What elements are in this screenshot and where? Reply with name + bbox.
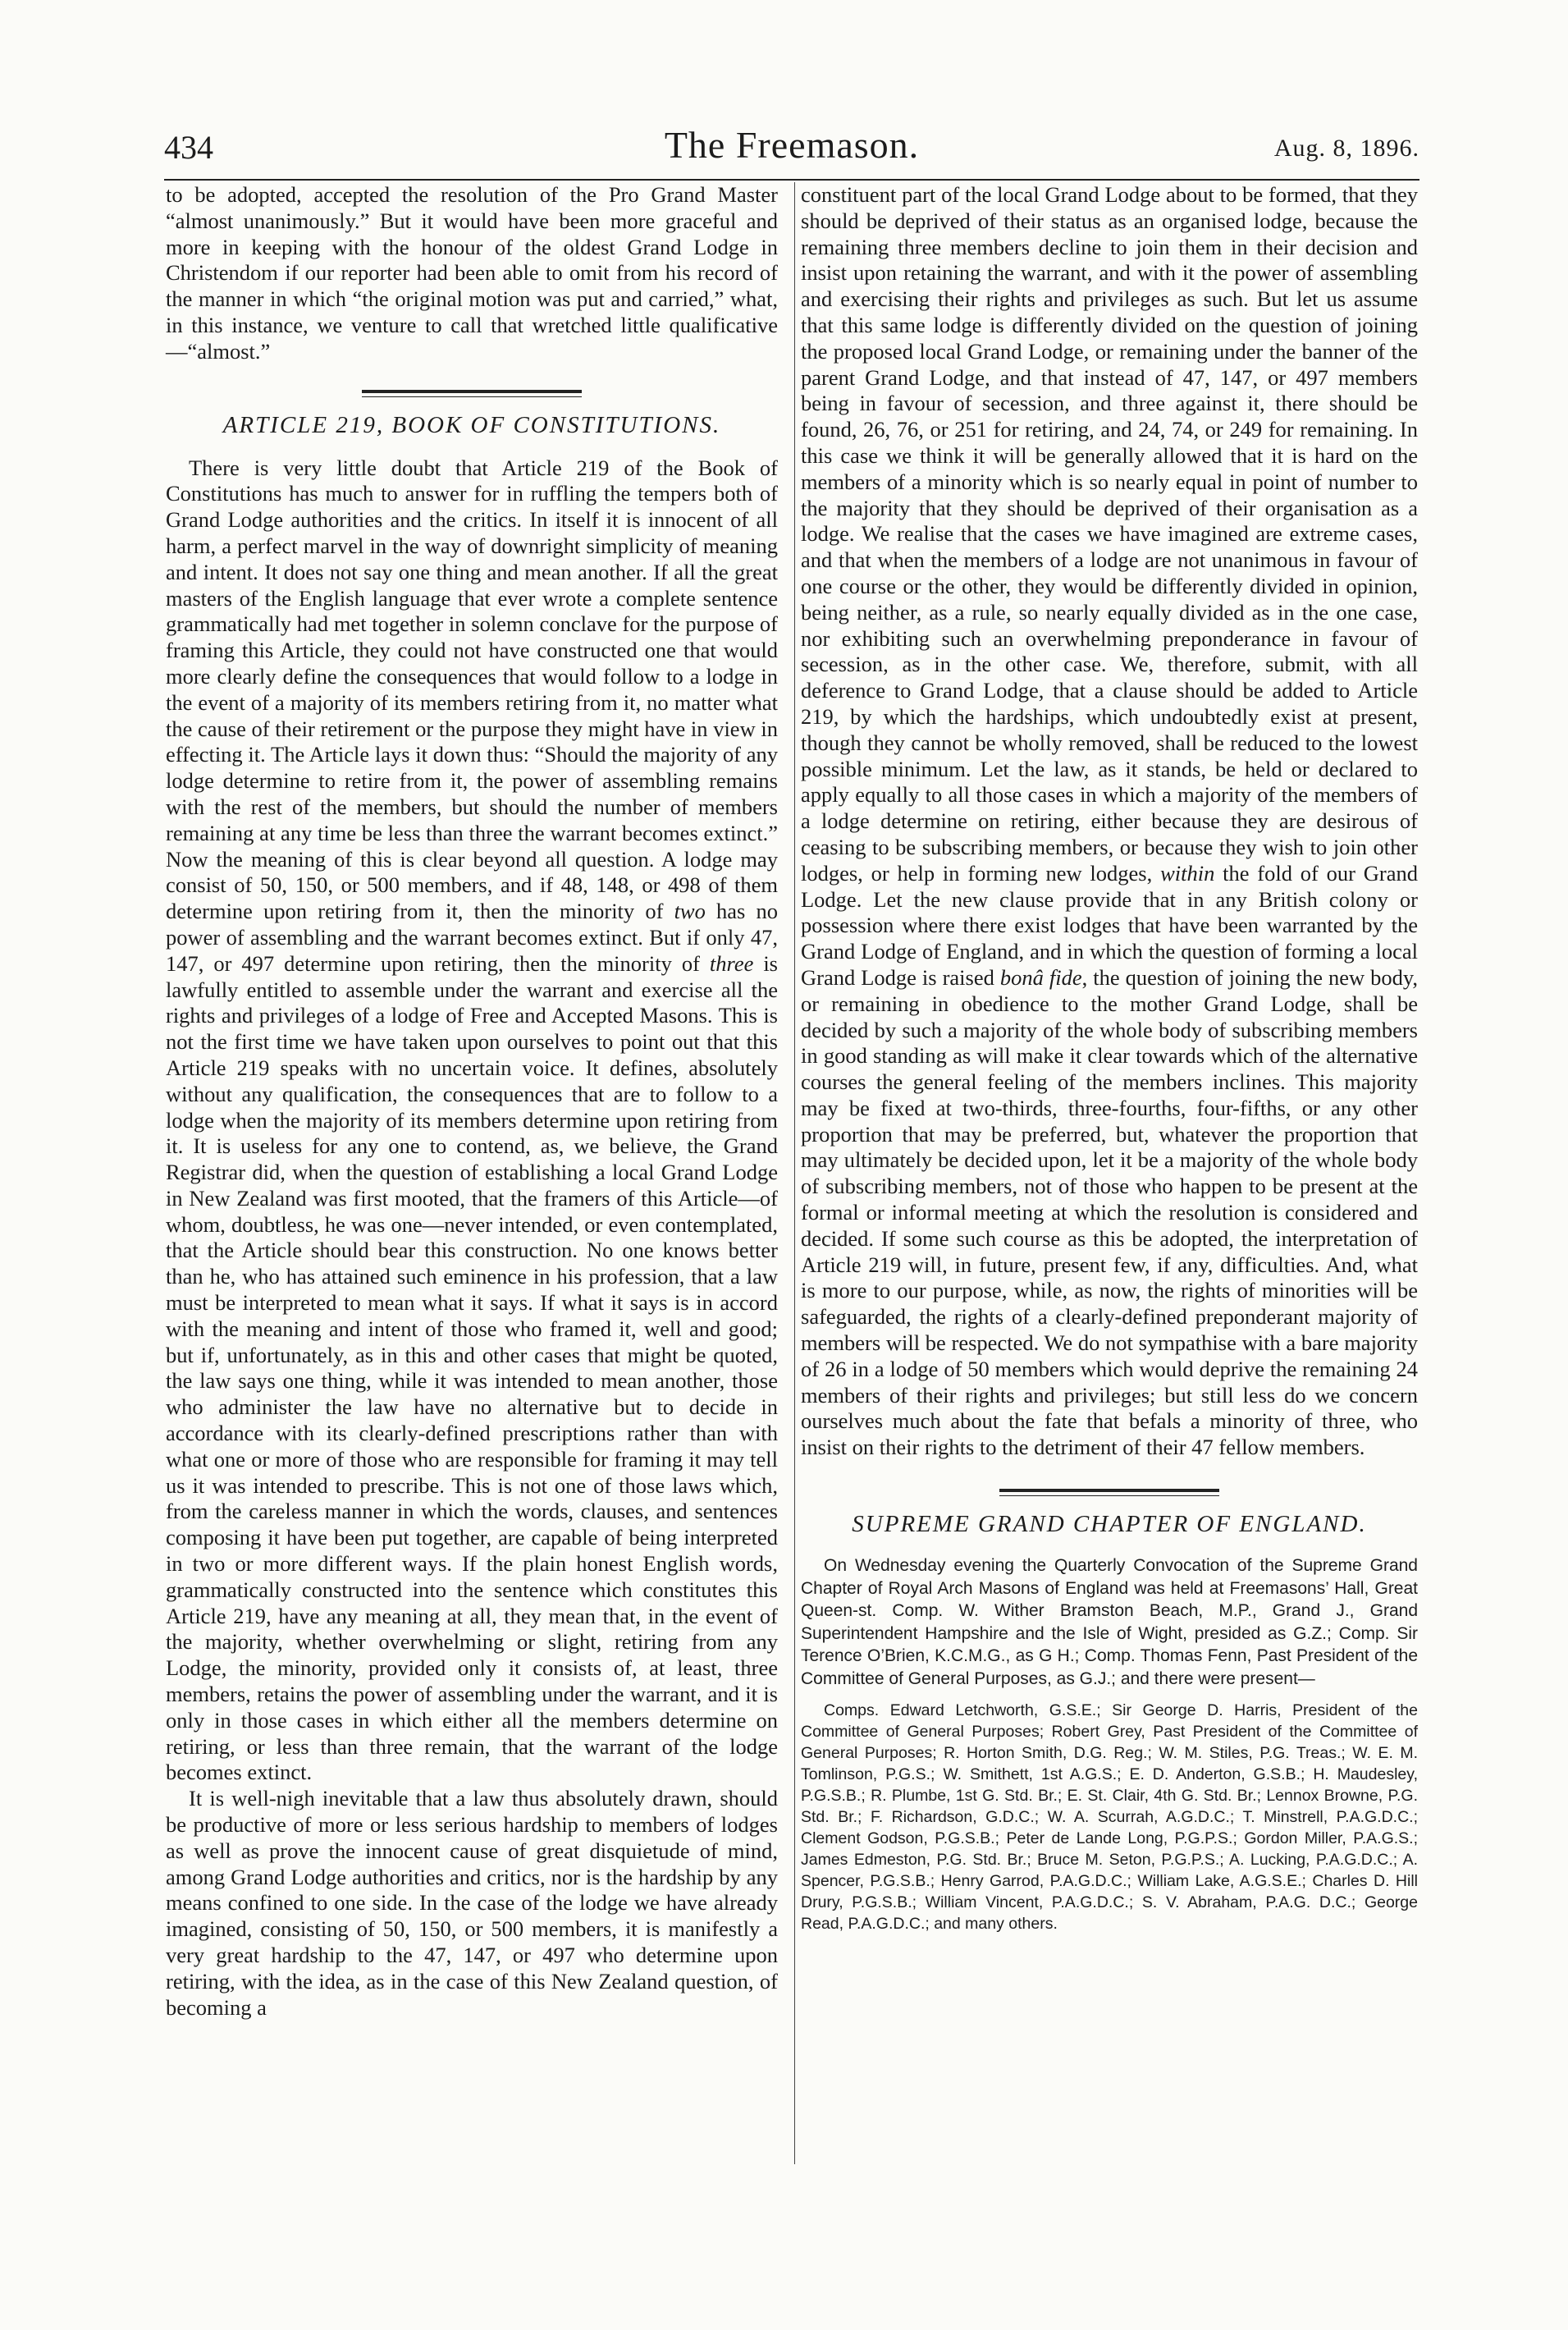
issue-date: Aug. 8, 1896.: [1273, 135, 1419, 162]
chapter-intro: On Wednesday evening the Quarterly Convocation of the Supreme Grand Chapter of Royal Arch Masons of England was held at Freemasons’ Hall, Great Queen-st. Comp. W. Wither Bramston Beach, M.P., Grand J., Grand Superintendent Hampshire and the Isle of Wight, presided as G.Z.; Comp. Sir Terence O’Brien, K.C.M.G., as G H.; Comp. Thomas Fenn, Past President of the Committee of General Purposes, as G.J.; and there were present—: [801, 1556, 1418, 1688]
emphasis-two: two: [674, 899, 706, 924]
article-heading: ARTICLE 219, BOOK OF CONSTITUTIONS.: [222, 411, 721, 438]
text-run: constituent part of the local Grand Lodge about to be formed, that they should be deprived of their status as an organised lodge, because the remaining three members decline to join them in their decision and insist upon retaining the warrant, and with it the power of assembling and exercising their rights and privileges as such. But let us assume that this same lodge is differently divided on the question of joining the proposed local Grand Lodge, or remaining under the banner of the parent Grand Lodge, and that instead of 47, 147, or 497 members being in favour of secession, and three against it, there should be found, 26, 76, or 251 for retiring, and 24, 74, or 249 for remaining. In this case we think it will be generally allowed that it is hard on the members of a minority which is so nearly equal in point of number to the majority that they should be deprived of their organisation as a lodge. We realise that the cases we have imagined are extreme cases, and that when the members of a lodge are not unanimous in favour of one course or the other, they would be differently divided in opinion, being neither, as a rule, so nearly equally divided as in the one case, nor exhibiting such an overwhelming preponderance in favour of secession, as in the other case. We, therefore, submit, with all deference to Grand Lodge, that a clause should be added to Article 219, by which the hardships, which undoubtedly exist at present, though they cannot be wholly removed, shall be reduced to the lowest possible minimum. Let the law, as it stands, be held or declared to apply equally to all those cases in which a majority of the members of a lodge determine on retiring, either because they are desirous of ceasing to be subscribing members, or because they wish to join other lodges, or help in forming new lodges,: [801, 182, 1418, 886]
page-header: [164, 123, 1419, 172]
emphasis-three: three: [709, 950, 754, 976]
text-run: There is very little doubt that Article 219 of the Book of Constitutions has much to answer for in ruffling the tempers both of Grand Lodge authorities and the critics. In itself it is innocent of all harm, a perfect marvel in the way of downright simplicity of meaning and intent. It does not say one thing and mean another. If all the great masters of the English language that ever wrote a complete sentence grammatically had met together in solemn conclave for the purpose of framing this Article, they could not have constructed one that would more clearly define the consequences that would follow to a lodge in the event of a majority of its members retiring from it, no matter what the cause of their retirement or the purpose they might have in view in effecting it. The Article lays it down thus: “Should the majority of any lodge determine to retire from it, the power of assembling remains with the rest of the members, but should the number of members remaining at any time be less than three the warrant becomes extinct.” Now the meaning of this is clear beyond all question. A lodge may consist of 50, 150, or 500 members, and if 48, 148, or 498 of them determine upon retiring from it, then the minority of: [166, 455, 778, 924]
left-column: [166, 182, 778, 2021]
section-divider: [999, 1489, 1219, 1496]
emphasis-within: within: [1160, 860, 1215, 886]
article-paragraph-continued: [801, 182, 1418, 1461]
column-divider: [794, 182, 795, 2164]
masthead-title: The Freemason.: [664, 124, 920, 166]
intro-paragraph: to be adopted, accepted the resolution of the Pro Grand Master “almost unanimously.” But it would have been more graceful and more in keeping with the honour of the oldest Grand Lodge in Christendom if our reporter had been able to omit from his record of the manner in which “the original motion was put and carried,” what, in this instance, we venture to call that wretched little qualificative—“almost.”: [166, 182, 778, 364]
section-divider: [362, 390, 582, 397]
article-paragraph: It is well-nigh inevitable that a law thus absolutely drawn, should be productive of more or less serious hardship to members of lodges as well as prove the innocent cause of great disquietude of mind, among Grand Lodge authorities and critics, nor is the hardship by any means confined to one side. In the case of the lodge we have already imagined, consisting of 50, 150, or 500 members, it is manifestly a very great hardship to the 47, 147, or 497 who determine upon retiring, with the idea, as in the case of this New Zealand question, of becoming a: [166, 1786, 778, 2020]
text-run: the fold of our Grand Lodge. Let the new clause provide that in any British colony or possession where there exist lodges that have been warranted by the Grand Lodge of England, and in which the question of forming a local Grand Lodge is raised: [801, 860, 1419, 990]
emphasis-bona-fide: bonâ fide: [999, 964, 1082, 990]
text-run: , the question of joining the new body, or remaining in obedience to the mother Grand Lodge, shall be decided by such a majority of the whole body of subscribing members in good standing as will make it clear towards which of the alternative courses the general feeling of the members inclines. This majority may be fixed at two-thirds, three-fourths, four-fifths, or any other proportion that may be preferred, but, whatever the proportion that may ultimately be decided upon, let it be a majority of the whole body of subscribing members, not of those who happen to be present at the formal or informal meeting at which the resolution is considered and decided. If some such course as this be adopted, the interpretation of Article 219 will, in future, present few, if any, difficulties. And, what is more to our purpose, while, as now, the rights of minorities will be safeguarded, the rights of a clearly-defined preponderant majority of members will be respected. We do not sympathise with a bare majority of 26 in a lodge of 50 members which would deprive the remaining 24 members of their rights and privileges; but still less do we concern ourselves much about the fate that befals a minority of three, who insist on their rights to the detriment of their 47 fellow members.: [801, 964, 1419, 1460]
header-rule: [164, 179, 1419, 181]
chapter-heading: SUPREME GRAND CHAPTER OF ENGLAND.: [852, 1511, 1367, 1538]
text-run: is lawfully entitled to assemble under the warrant and exercise all the rights and privileges of a lodge of Free and Accepted Masons. This is not the first time we have taken upon ourselves to point out that this Article 219 speaks with no uncertain voice. It defines, absolutely without any qualification, the consequences that are to follow to a lodge when the majority of its members determine upon retiring from it. It is useless for any one to contend, as, we believe, the Grand Registrar did, when the question of establishing a local Grand Lodge in New Zealand was first mooted, that the framers of this Article—of whom, doubtless, he was one—never intended, or even contemplated, that the Article should bear this construction. No one knows better than he, who has attained such eminence in his profession, that a law must be interpreted to mean what it says. If what it says is in accord with the meaning and intent of those who framed it, well and good; but if, unfortunately, as in this and other cases that might be quoted, the law says one thing, while it was intended to mean another, those who administer the law have no alternative but to decide in accordance with its clearly-defined prescriptions rather than with what one or more of those who are responsible for framing it may tell us it was intended to prescribe. This is not one of those laws which, from the careless manner in which the words, clauses, and sentences composing it have been put together, are capable of being interpreted in two or more different ways. If the plain honest English words, grammatically constructed into the sentence which constitutes this Article 219, have any meaning at all, they mean that, in the event of the majority, whether overwhelming or slight, retiring from any Lodge, the minority, provided only it consists of, at least, three members, retains the power of assembling under the warrant, and it is only in those cases in which either all the members determine on retiring, or less than three remain, that the warrant of the lodge becomes extinct.: [166, 950, 778, 1785]
present-list: Comps. Edward Letchworth, G.S.E.; Sir George D. Harris, President of the Committee of General Purposes; Robert Grey, Past President of the Committee of General Purposes; R. Horton Smith, D.G. Reg.; W. M. Stiles, P.G. Treas.; W. E. M. Tomlinson, P.G.S.; W. Smithett, 1st A.G.S.; E. D. Anderton, G.S.B.; H. Maudesley, P.G.S.B.; R. Plumbe, 1st G. Std. Br.; E. St. Clair, 4th G. Std. Br.; Lennox Browne, P.G. Std. Br.; F. Richardson, G.D.C.; W. A. Scurrah, A.G.D.C.; T. Minstrell, P.A.G.D.C.; Clement Godson, P.G.S.B.; Peter de Lande Long, P.G.P.S.; Gordon Miller, P.A.G.S.; James Edmeston, P.G. Std. Br.; Bruce M. Seton, P.G.P.S.; A. Lucking, P.A.G.D.C.; A. Spencer, P.G.S.B.; Henry Garrod, P.A.G.D.C.; William Lake, A.G.S.E.; Charles D. Hill Drury, P.G.S.B.; William Vincent, P.A.G.D.C.; S. V. Abraham, P.A.G. D.C.; George Read, P.A.G.D.C.; and many others.: [801, 1701, 1418, 1934]
article-paragraph: [166, 455, 778, 1787]
right-column: [801, 182, 1418, 1934]
page-number: 434: [164, 129, 213, 166]
text-run: has no power of assembling and the warrant becomes extinct. But if only 47, 147, or 497 determine upon retiring, then the minority of: [166, 899, 778, 976]
